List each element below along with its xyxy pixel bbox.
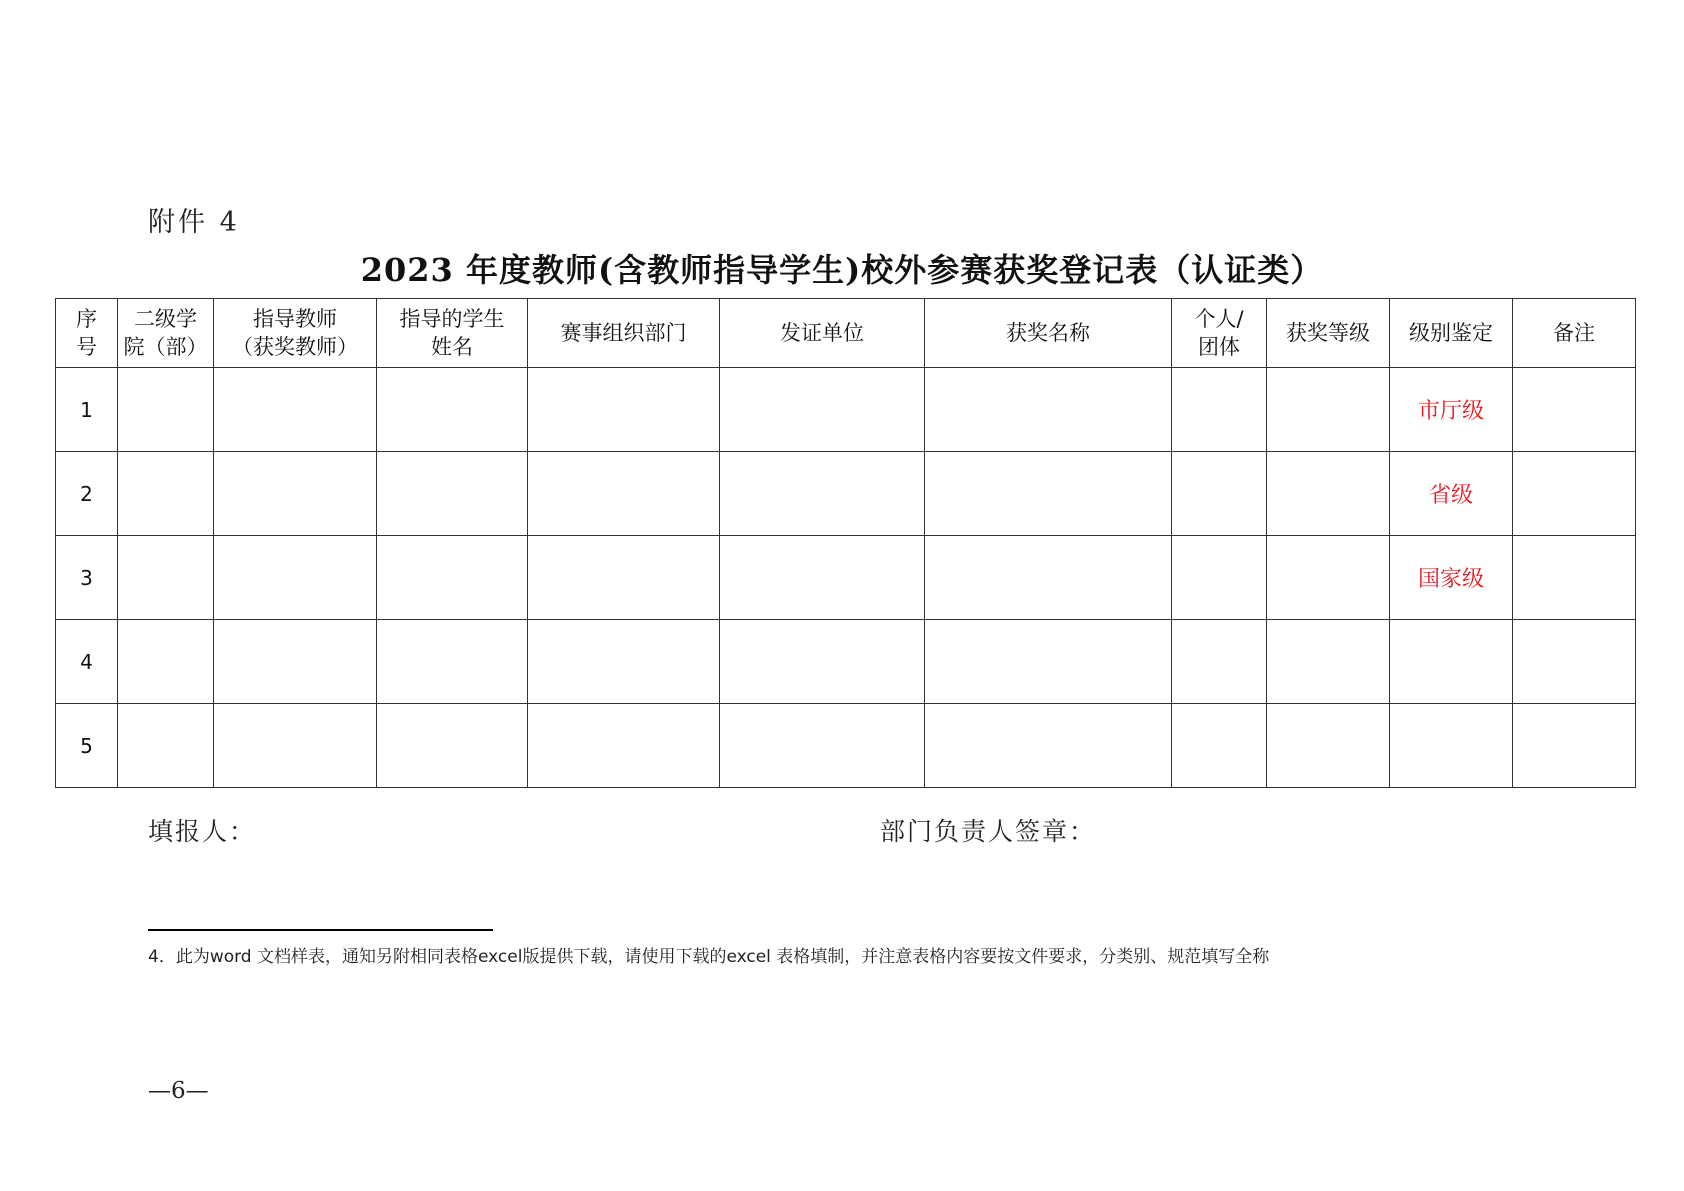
cell-individual-team[interactable] [1172,620,1267,704]
cell-organizer[interactable] [528,704,720,788]
cell-award-grade[interactable] [1267,620,1390,704]
cell-remarks[interactable] [1513,704,1636,788]
row-number: 1 [56,368,118,452]
cell-individual-team[interactable] [1172,536,1267,620]
header-instructor: 指导教师 （获奖教师） [214,299,377,368]
cell-issuer[interactable] [720,620,925,704]
cell-remarks[interactable] [1513,536,1636,620]
header-student-name: 指导的学生 姓名 [377,299,528,368]
cell-remarks[interactable] [1513,368,1636,452]
cell-instructor[interactable] [214,452,377,536]
cell-issuer[interactable] [720,368,925,452]
cell-student-name[interactable] [377,704,528,788]
cell-award-name[interactable] [925,620,1172,704]
cell-organizer[interactable] [528,620,720,704]
footnote: 4．此为word 文档样表，通知另附相同表格excel版提供下载，请使用下载的excel 表格填制，并注意表格内容要按文件要求，分类别、规范填写全称 [148,947,1270,967]
table-row [56,536,1636,620]
cell-instructor[interactable] [214,536,377,620]
cell-instructor[interactable] [214,704,377,788]
cell-award-name[interactable] [925,704,1172,788]
page-number: —6— [148,1078,209,1104]
footnote-divider [148,929,493,931]
cell-instructor[interactable] [214,620,377,704]
header-row [56,299,1636,368]
cell-award-grade[interactable] [1267,452,1390,536]
row-number: 4 [56,620,118,704]
cell-student-name[interactable] [377,452,528,536]
attachment-label: 附件 4 [148,207,240,238]
cell-issuer[interactable] [720,704,925,788]
cell-college[interactable] [118,368,214,452]
row-number: 2 [56,452,118,536]
header-remarks: 备注 [1513,299,1636,368]
cell-level[interactable]: 省级 [1390,452,1513,536]
cell-level[interactable] [1390,704,1513,788]
department-head-signature-label: 部门负责人签章： [880,817,1097,846]
header-award-grade: 获奖等级 [1267,299,1390,368]
header-level: 级别鉴定 [1390,299,1513,368]
cell-college[interactable] [118,704,214,788]
cell-instructor[interactable] [214,368,377,452]
cell-award-name[interactable] [925,536,1172,620]
cell-level[interactable] [1390,620,1513,704]
table-row [56,368,1636,452]
cell-student-name[interactable] [377,620,528,704]
cell-award-name[interactable] [925,368,1172,452]
header-award-name: 获奖名称 [925,299,1172,368]
cell-student-name[interactable] [377,368,528,452]
cell-remarks[interactable] [1513,452,1636,536]
cell-award-grade[interactable] [1267,536,1390,620]
cell-level[interactable]: 市厅级 [1390,368,1513,452]
cell-college[interactable] [118,620,214,704]
cell-college[interactable] [118,452,214,536]
cell-issuer[interactable] [720,536,925,620]
header-issuer: 发证单位 [720,299,925,368]
cell-organizer[interactable] [528,368,720,452]
cell-college[interactable] [118,536,214,620]
header-individual-team: 个人/ 团体 [1172,299,1267,368]
cell-individual-team[interactable] [1172,368,1267,452]
table-row [56,620,1636,704]
cell-individual-team[interactable] [1172,452,1267,536]
header-serial-number: 序 号 [56,299,118,368]
table-row [56,704,1636,788]
cell-award-grade[interactable] [1267,368,1390,452]
header-college: 二级学 院（部） [118,299,214,368]
cell-organizer[interactable] [528,536,720,620]
page-title: 2023 年度教师(含教师指导学生)校外参赛获奖登记表（认证类） [360,251,1324,289]
cell-level[interactable]: 国家级 [1390,536,1513,620]
cell-remarks[interactable] [1513,620,1636,704]
row-number: 3 [56,536,118,620]
registration-table [55,298,1636,788]
header-organizer: 赛事组织部门 [528,299,720,368]
table-row [56,452,1636,536]
cell-award-grade[interactable] [1267,704,1390,788]
cell-award-name[interactable] [925,452,1172,536]
cell-student-name[interactable] [377,536,528,620]
filler-label: 填报人： [148,817,257,846]
row-number: 5 [56,704,118,788]
cell-individual-team[interactable] [1172,704,1267,788]
cell-issuer[interactable] [720,452,925,536]
cell-organizer[interactable] [528,452,720,536]
